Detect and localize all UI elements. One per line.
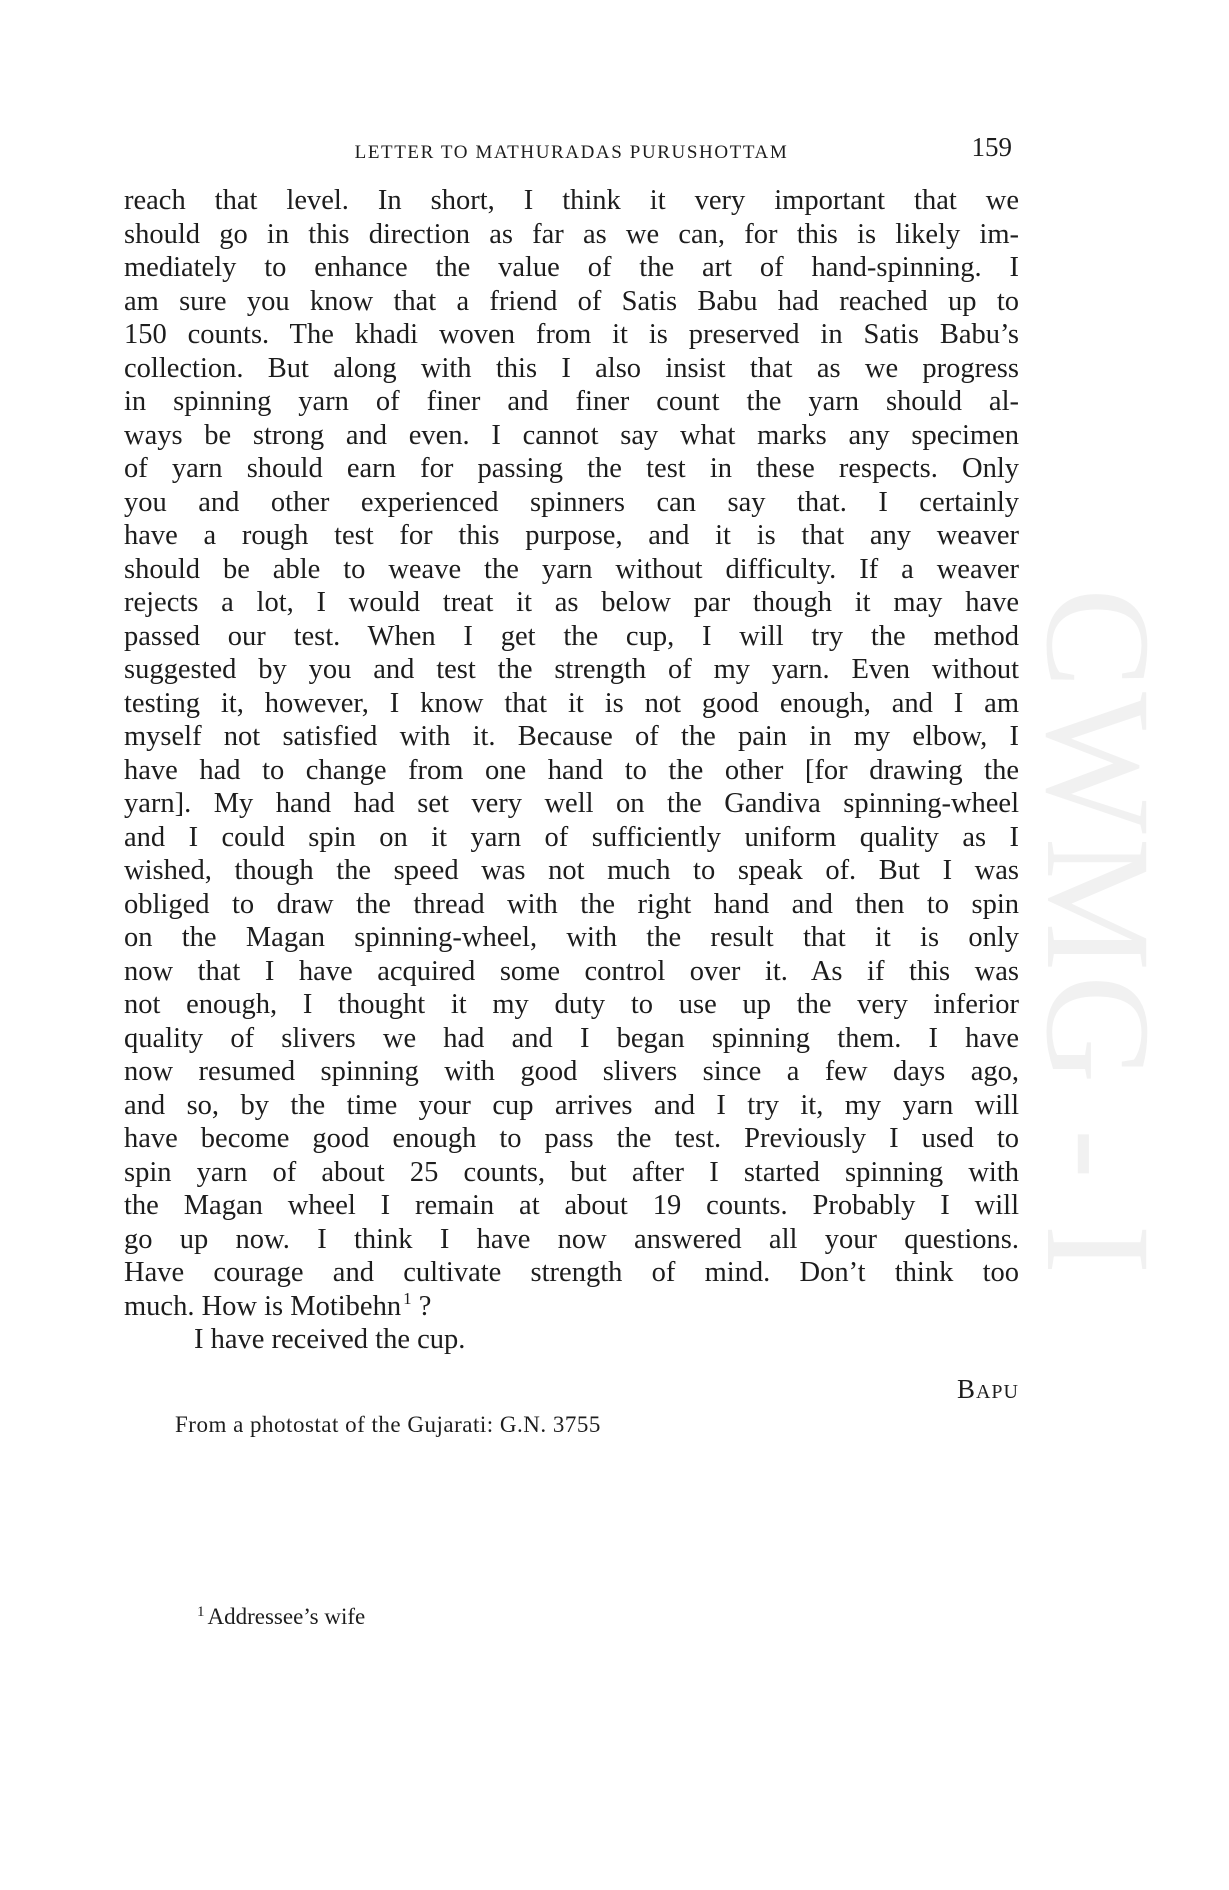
signature-rest: APU [975,1381,1019,1403]
text-line: now resumed spinning with good slivers since a few days ago, [124,1056,1019,1087]
running-title: LETTER TO MATHURADAS PURUSHOTTAM [354,142,789,163]
text-line: rejects a lot, I would treat it as below par though it may have [124,587,1019,618]
text-line: 150 counts. The khadi woven from it is preserved in Satis Babu’s [124,319,1019,350]
text-line: Have courage and cultivate strength of mind. Don’t think too [124,1257,1019,1288]
text-line: obliged to draw the thread with the right hand and then to spin [124,888,1019,920]
text-line: not enough, I thought it my duty to use up the very inferior [124,989,1019,1020]
page-number: 159 [971,132,1012,162]
footnote-text: Addressee’s wife [207,1604,366,1629]
watermark [1010,588,1220,1318]
text-line: reach that level. In short, I think it very important that we [124,185,1019,216]
watermark-text: CWMG - I [1015,588,1181,1279]
text-line: am sure you know that a friend of Satis Babu had reached up to [124,285,1019,317]
footnote-marker: 1 [197,1604,205,1620]
text-line: and I could spin on it yarn of sufficiently uniform quality as I [124,821,1019,853]
closing-tail: ? [411,1290,432,1322]
text-line: spin yarn of about 25 counts, but after I started spinning with [124,1156,1019,1188]
text-line: on the Magan spinning-wheel, with the result that it is only [124,922,1019,953]
text-line: myself not satisfied with it. Because of the pain in my elbow, I [124,721,1019,752]
footnote [197,1604,365,1630]
text-line: and so, by the time your cup arrives and I try it, my yarn will [124,1089,1019,1121]
signature [957,1374,1019,1405]
text-line: should go in this direction as far as we can, for this is likely im- [124,218,1019,250]
text-line: have had to change from one hand to the other [for drawing the [124,754,1019,786]
letter-body [124,184,1019,1357]
text-line: the Magan wheel I remain at about 19 counts. Probably I will [124,1190,1019,1221]
text-line: collection. But along with this I also insist that as we progress [124,352,1019,384]
text-line: should be able to weave the yarn without difficulty. If a weaver [124,553,1019,585]
text-line: you and other experienced spinners can say that. I certainly [124,486,1019,518]
text-line: testing it, however, I know that it is not good enough, and I am [124,687,1019,719]
text-line: suggested by you and test the strength of my yarn. Even without [124,654,1019,685]
text-line: have a rough test for this purpose, and it is that any weaver [124,520,1019,551]
text-line: wished, though the speed was not much to speak of. But I was [124,855,1019,886]
text-line: passed our test. When I get the cup, I will try the method [124,620,1019,652]
footnote-reference: 1 [403,1288,412,1308]
text-line: quality of slivers we had and I began spinning them. I have [124,1022,1019,1054]
text-line: have become good enough to pass the test. Previously I used to [124,1123,1019,1154]
signature-initial: B [956,1374,976,1404]
closing-text: much. How is Motibehn [124,1290,402,1322]
text-line: yarn]. My hand had set very well on the Gandiva spinning-wheel [124,788,1019,819]
text-line: go up now. I think I have now answered all your questions. [124,1223,1019,1255]
source-citation: From a photostat of the Gujarati: G.N. 3755 [175,1412,601,1437]
text-line: in spinning yarn of finer and finer count the yarn should al- [124,386,1019,417]
text-line: mediately to enhance the value of the art of hand-spinning. I [124,252,1019,283]
running-head [124,132,1019,172]
closing-line [124,1290,1019,1324]
postscript-line: I have received the cup. [194,1324,466,1355]
text-line: ways be strong and even. I cannot say what marks any specimen [124,419,1019,451]
text-line: of yarn should earn for passing the test in these respects. Only [124,453,1019,484]
text-line: now that I have acquired some control over it. As if this was [124,955,1019,987]
